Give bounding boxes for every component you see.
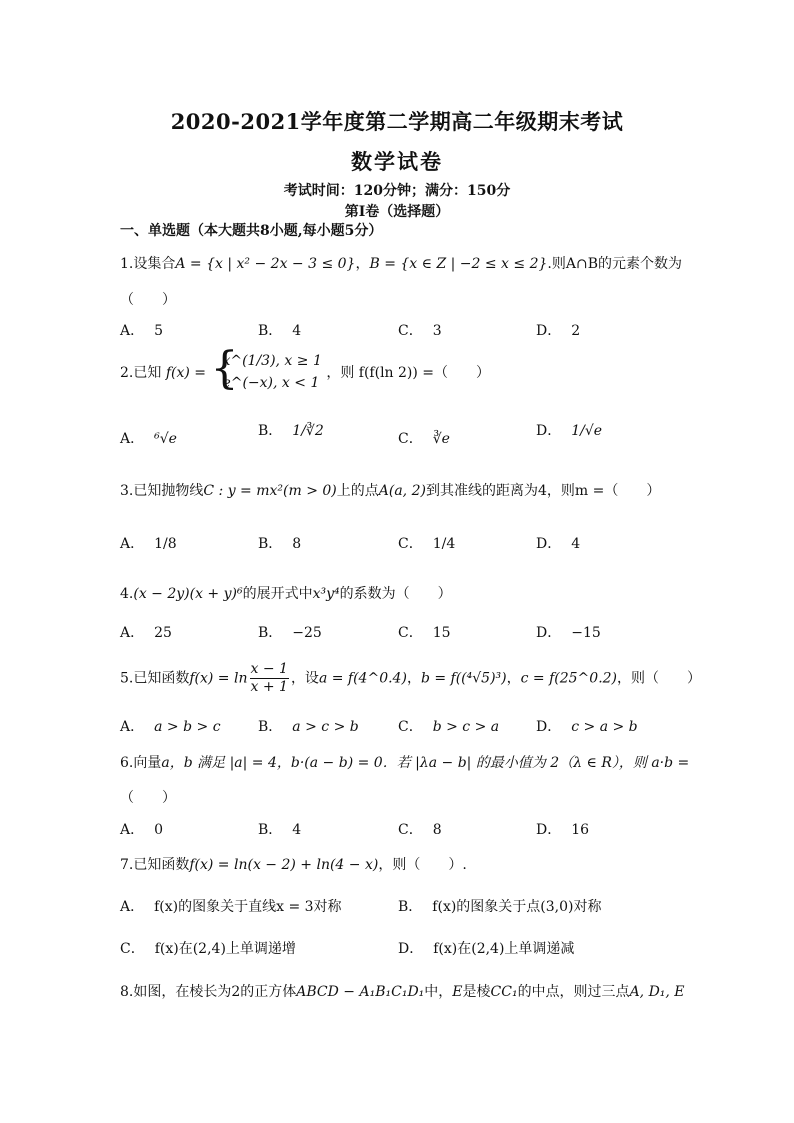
q5-numerator: x − 1: [250, 661, 288, 677]
q3-option-d: [536, 535, 580, 553]
question-1: [120, 255, 682, 273]
option-text: 5: [154, 323, 164, 339]
q7-lead: 7.已知函数: [120, 857, 190, 873]
option-text: ∛e: [432, 431, 450, 447]
q2-option-b: [258, 422, 324, 440]
option-text: 1/√e: [571, 423, 603, 439]
q5-option-d: [536, 718, 638, 736]
option-label: D．: [536, 536, 562, 552]
option-label: B．: [258, 423, 283, 439]
option-label: A．: [120, 822, 145, 838]
q1-set-b: B = {x ∈ Z | −2 ≤ x ≤ 2}: [369, 256, 548, 272]
q6-option-d: [536, 821, 589, 839]
option-text: ⁶√e: [154, 431, 177, 447]
option-label: A．: [120, 625, 145, 641]
q5-b: b = f((⁴√5)³): [420, 670, 507, 687]
q2-tail: ，则 f(f(ln 2)) =（ ）: [326, 365, 491, 381]
q3-curve: C : y = mx²(m > 0): [203, 483, 337, 499]
q1-option-a: [120, 322, 163, 340]
option-text: 3: [432, 323, 442, 339]
q1-option-b: [258, 322, 301, 340]
option-text: 4: [292, 822, 302, 838]
q8-mid: 中，: [424, 984, 453, 1000]
subject-title: 数学试卷: [351, 149, 443, 174]
q5-mid: ，设: [290, 670, 319, 687]
question-3: [120, 482, 660, 500]
option-text: 8: [432, 822, 442, 838]
q7-option-d: [398, 940, 574, 958]
question-8: [120, 983, 685, 1001]
q4-option-d: [536, 624, 601, 642]
q2-piecewise: [210, 343, 322, 396]
option-text: 16: [571, 822, 590, 838]
q4-mid: 的展开式中: [242, 586, 313, 602]
q4-tail: 的系数为（ ）: [339, 586, 452, 602]
q1-set-a: A = {x | x² − 2x − 3 ≤ 0}: [175, 256, 356, 272]
q8-edge: CC₁: [490, 984, 518, 1000]
option-label: C．: [120, 941, 145, 957]
q1-lead: 1.设集合: [120, 256, 176, 272]
question-4: [120, 585, 452, 603]
question-2: [120, 343, 491, 396]
q5-tail: ，则（ ）: [617, 670, 702, 687]
q2-case-2: e^(−x), x < 1: [222, 375, 320, 391]
q8-mid2: 是棱: [462, 984, 491, 1000]
option-label: A．: [120, 899, 145, 915]
option-text: f(x)的图象关于点(3,0)对称: [432, 899, 602, 915]
option-label: C．: [398, 431, 423, 447]
option-label: D．: [536, 423, 562, 439]
q3-tail: 到其准线的距离为4，则m =（ ）: [425, 483, 661, 499]
q3-lead: 3.已知抛物线: [120, 483, 204, 499]
q8-tail: 的中点，则过三点: [517, 984, 630, 1000]
option-text: a > b > c: [154, 719, 221, 735]
q6-option-a: [120, 821, 163, 839]
option-label: C．: [398, 536, 423, 552]
q1-sep: ，: [355, 256, 370, 272]
q2-case-1: x^(1/3), x ≥ 1: [222, 353, 322, 369]
q3-point: A(a, 2): [378, 483, 426, 499]
option-text: f(x)的图象关于直线x = 3对称: [154, 899, 342, 915]
volume-label: 第I卷（选择题）: [344, 204, 450, 220]
exam-title: 2020-2021学年度第二学期高二年级期末考试: [170, 109, 624, 134]
option-label: C．: [398, 719, 423, 735]
q2-option-c: [398, 430, 450, 448]
q6-lead: 6.向量: [120, 755, 162, 771]
q2-option-d: [536, 422, 602, 440]
option-text: b > c > a: [432, 719, 500, 735]
q5-c: c = f(25^0.2): [520, 670, 618, 687]
q4-term: x³y⁴: [312, 586, 340, 602]
q8-lead: 8.如图，在棱长为2的正方体: [120, 984, 297, 1000]
question-5: 5.已知函数f(x) = ln $\frac{x - 1}{x + 1}$ ，设a = f(4^0.4)，b = f((⁴√5)³)，c = f(25^0.2)，则（ ）: [120, 661, 702, 695]
q2-lead: 2.已知: [120, 365, 162, 381]
option-label: A．: [120, 536, 145, 552]
q6-option-c: [398, 821, 442, 839]
option-text: −15: [571, 625, 601, 641]
q7-option-c: [120, 940, 296, 958]
option-text: 25: [154, 625, 172, 641]
option-label: D．: [536, 822, 562, 838]
q1-tail: .则A∩B的元素个数为: [547, 256, 682, 272]
q5-lead: 5.已知函数: [120, 670, 190, 687]
option-label: B．: [398, 899, 423, 915]
q6-text: a，b 满足 |a| = 4，b·(a − b) = 0．若 |λa − b| 的最小值为 2（λ ∈ R），则 a·b =: [161, 755, 690, 771]
q2-fx: f(x) =: [165, 365, 206, 381]
q1-option-d: [536, 322, 580, 340]
option-label: C．: [398, 625, 423, 641]
option-label: D．: [536, 625, 562, 641]
q2-option-a: [120, 430, 177, 448]
section-heading: 一、单选题（本大题共8小题,每小题5分）: [120, 223, 383, 239]
option-text: a > c > b: [292, 719, 359, 735]
q7-option-a: [120, 898, 342, 916]
q3-option-a: [120, 535, 177, 553]
q5-fraction: [250, 661, 289, 696]
option-text: c > a > b: [571, 719, 638, 735]
q4-option-b: [258, 624, 322, 642]
q8-e: E: [452, 984, 463, 1000]
option-label: C．: [398, 822, 423, 838]
q7-option-b: [398, 898, 602, 916]
q6-option-b: [258, 821, 301, 839]
q4-option-a: [120, 624, 172, 642]
exam-meta: 考试时间：120分钟；满分：150分: [283, 183, 511, 199]
q6-blank: （ ）: [120, 790, 176, 806]
q4-lead: 4.: [120, 586, 134, 602]
option-label: C．: [398, 323, 423, 339]
q4-option-c: [398, 624, 451, 642]
q8-cube: ABCD − A₁B₁C₁D₁: [296, 984, 425, 1000]
option-text: 1/∛2: [292, 423, 324, 439]
q4-expr: (x − 2y)(x + y)⁶: [133, 586, 243, 602]
option-label: B．: [258, 625, 283, 641]
option-text: 4: [571, 536, 581, 552]
option-text: 15: [432, 625, 451, 641]
option-label: A．: [120, 719, 145, 735]
option-text: 1/8: [154, 536, 177, 552]
option-label: B．: [258, 719, 283, 735]
q3-option-b: [258, 535, 301, 553]
q5-option-b: [258, 718, 359, 736]
option-label: B．: [258, 822, 283, 838]
brace-icon: {: [210, 343, 239, 394]
q1-option-c: [398, 322, 442, 340]
q5-option-c: [398, 718, 499, 736]
option-label: D．: [536, 323, 562, 339]
option-text: f(x)在(2,4)上单调递增: [154, 941, 296, 957]
question-6: [120, 754, 689, 772]
option-text: 8: [292, 536, 302, 552]
option-text: 2: [571, 323, 581, 339]
option-text: 4: [292, 323, 302, 339]
option-text: f(x)在(2,4)上单调递减: [433, 941, 575, 957]
option-label: A．: [120, 323, 145, 339]
q5-a: a = f(4^0.4): [318, 670, 407, 687]
q8-points: A, D₁, E: [629, 984, 685, 1000]
option-text: 0: [154, 822, 164, 838]
option-text: −25: [292, 625, 322, 641]
option-label: D．: [398, 941, 424, 957]
q7-fx: f(x) = ln(x − 2) + ln(4 − x): [189, 857, 379, 873]
q3-mid: 上的点: [336, 483, 379, 499]
option-label: B．: [258, 323, 283, 339]
q5-fx: f(x) = ln: [189, 670, 248, 687]
q5-option-a: [120, 718, 221, 736]
q1-blank: （ ）: [120, 292, 176, 308]
option-label: D．: [536, 719, 562, 735]
option-label: A．: [120, 431, 145, 447]
q5-denominator: x + 1: [250, 679, 288, 695]
q7-tail: ，则（ ）.: [378, 857, 467, 873]
q3-option-c: [398, 535, 455, 553]
option-label: B．: [258, 536, 283, 552]
question-7: [120, 856, 467, 874]
option-text: 1/4: [432, 536, 456, 552]
